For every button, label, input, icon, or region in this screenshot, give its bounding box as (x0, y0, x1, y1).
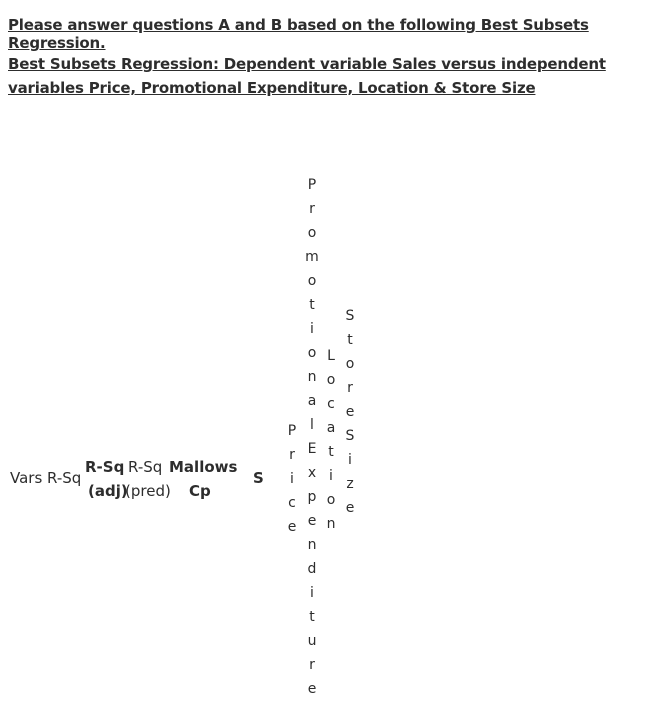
predictor-label-char: t (309, 609, 315, 625)
predictor-label-char: x (307, 465, 317, 481)
r-sq-adj-header-bottom: (adj) (88, 482, 128, 500)
predictor-label-char: e (307, 513, 317, 529)
r-sq-adj-header-top: R-Sq (85, 458, 125, 476)
predictor-label-char: i (310, 321, 314, 337)
predictor-label-char: r (309, 657, 315, 673)
predictor-label-char: p (307, 489, 317, 505)
predictor-label-char: e (287, 519, 297, 535)
predictor-label-char: o (326, 492, 336, 508)
predictor-label-char: t (328, 444, 334, 460)
predictor-label-char: i (290, 471, 294, 487)
predictor-label-char: E (307, 441, 317, 457)
predictor-label-char: S (345, 308, 355, 324)
predictor-label-char: t (309, 297, 315, 313)
mallows-header-bottom: Cp (189, 482, 211, 500)
predictor-label-char: L (327, 348, 335, 364)
predictor-label-char: r (347, 380, 353, 396)
instruction-text: Please answer questions A and B based on the following Best Subsets Regression. (8, 16, 589, 52)
predictor-label-char: o (307, 273, 317, 289)
predictor-label-char: o (345, 356, 355, 372)
predictor-label-char: e (345, 404, 355, 420)
predictor-price-header (284, 419, 300, 539)
predictor-label-char: i (329, 468, 333, 484)
output-heading: Best Subsets Regression: Dependent variable Sales versus independent variables Price, Promotional Expenditure, Location & Store Size (8, 55, 606, 97)
predictor-label-char: r (309, 201, 315, 217)
predictor-label-char: n (326, 516, 336, 532)
predictor-label-char: S (345, 428, 355, 444)
predictor-label-char: n (307, 537, 317, 553)
predictor-label-char: o (326, 372, 336, 388)
r-sq-pred-header-top: R-Sq (128, 458, 163, 476)
predictor-promotional-expenditure-header (304, 173, 320, 701)
predictor-label-char: i (348, 452, 352, 468)
predictor-label-char: t (347, 332, 353, 348)
predictor-label-char: c (288, 495, 296, 511)
predictor-label-char: a (326, 420, 336, 436)
predictor-label-char: P (307, 177, 317, 193)
predictor-label-char: d (307, 561, 317, 577)
mallows-header-top: Mallows (169, 458, 238, 476)
predictor-store-size-header (342, 304, 358, 520)
predictor-label-char: u (307, 633, 317, 649)
predictor-label-char: o (307, 345, 317, 361)
predictor-label-char: l (310, 417, 314, 433)
predictor-label-char: c (327, 396, 335, 412)
r-sq-pred-header-bottom: (pred) (125, 482, 171, 500)
predictor-location-header (323, 344, 339, 536)
predictor-label-char: o (307, 225, 317, 241)
predictor-label-char: a (307, 393, 317, 409)
predictor-label-char: P (287, 423, 297, 439)
r-sq-header: R-Sq (47, 469, 82, 487)
vars-header: Vars (10, 469, 43, 487)
predictor-label-char: m (305, 249, 319, 265)
predictor-label-char: e (307, 681, 317, 697)
predictor-label-char: r (289, 447, 295, 463)
predictor-label-char: z (346, 476, 354, 492)
predictor-label-char: n (307, 369, 317, 385)
s-header: S (253, 469, 264, 487)
predictor-label-char: i (310, 585, 314, 601)
predictor-label-char: e (345, 500, 355, 516)
